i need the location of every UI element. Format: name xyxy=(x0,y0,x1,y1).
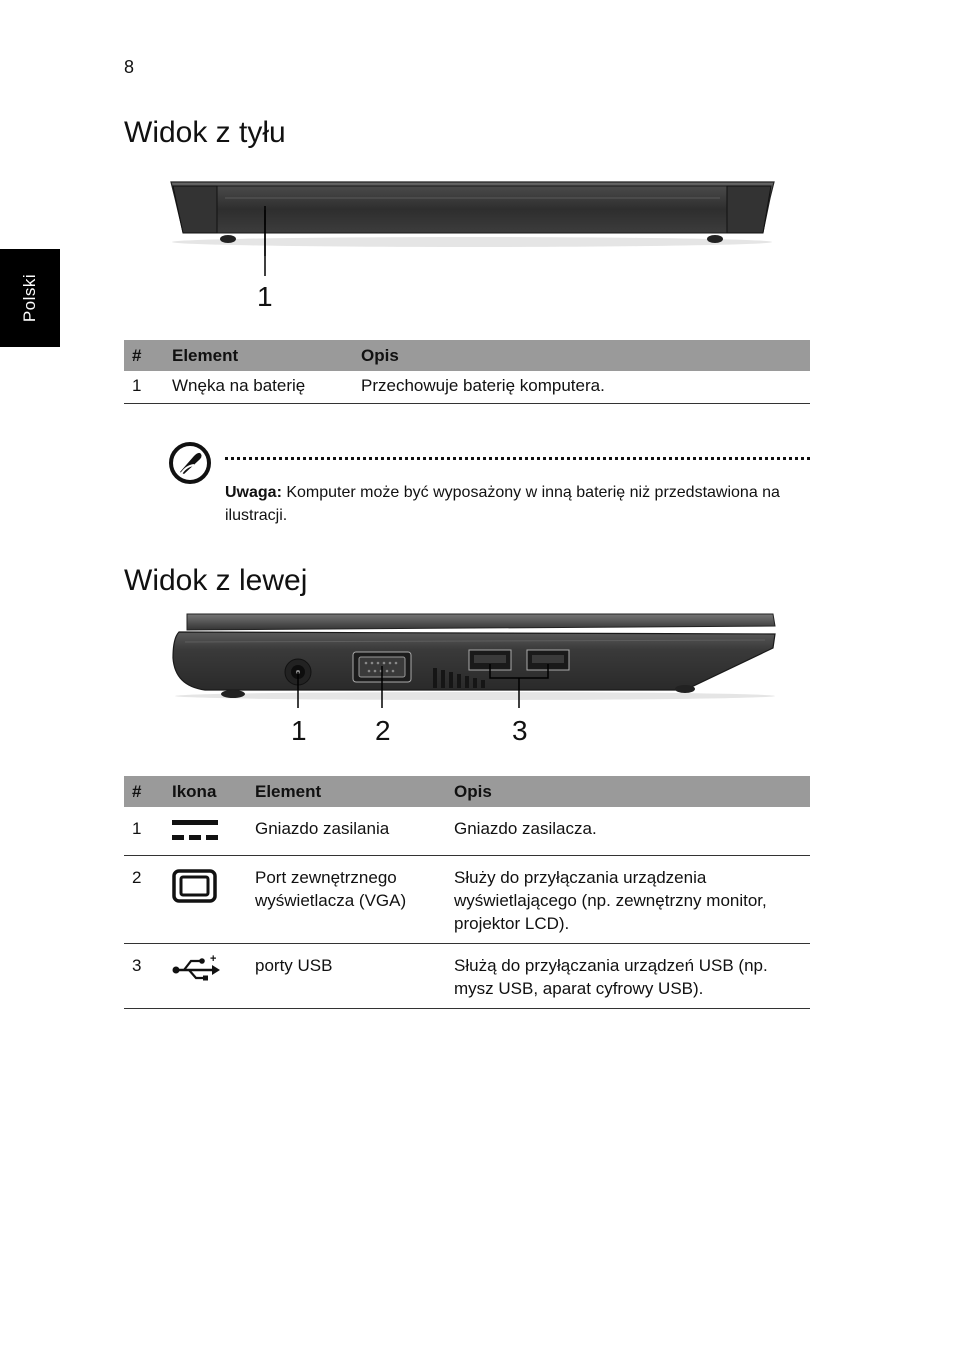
col-header-description: Opis xyxy=(446,776,810,807)
note-icon xyxy=(168,441,214,487)
row-number: 1 xyxy=(124,371,164,404)
table-row xyxy=(124,807,810,856)
row-element: Gniazdo zasilania xyxy=(247,807,446,856)
row-number: 3 xyxy=(124,944,164,1009)
language-tab-label: Polski xyxy=(19,273,39,323)
table-header-row xyxy=(124,340,810,371)
rear-callout-line xyxy=(264,210,266,276)
row-element: Port zewnętrznego wyświetlacza (VGA) xyxy=(247,856,446,944)
col-header-icon: Ikona xyxy=(164,776,247,807)
laptop-left-illustration xyxy=(165,608,785,708)
rear-callout-1: 1 xyxy=(257,281,273,312)
left-view-title: Widok z lewej xyxy=(124,564,308,597)
left-view-table xyxy=(124,776,810,1009)
row-description: Służą do przyłączania urządzeń USB (np. mysz USB, aparat cyfrowy USB). xyxy=(446,944,810,1009)
row-number: 2 xyxy=(124,856,164,944)
col-header-element: Element xyxy=(247,776,446,807)
table-row xyxy=(124,371,810,404)
row-element: porty USB xyxy=(247,944,446,1009)
row-element: Wnęka na baterię xyxy=(164,371,353,404)
laptop-rear-illustration xyxy=(165,176,780,256)
rear-view-title: Widok z tyłu xyxy=(124,116,286,149)
page-number: 8 xyxy=(124,57,135,77)
svg-text:+: + xyxy=(210,954,217,965)
row-description: Przechowuje baterię komputera. xyxy=(353,371,810,404)
row-icon xyxy=(164,856,247,944)
table-row xyxy=(124,944,810,1009)
col-header-number: # xyxy=(124,776,164,807)
left-callout-1: 1 xyxy=(291,715,307,746)
note-separator xyxy=(225,457,810,460)
vga-port-icon xyxy=(172,866,220,906)
rear-view-table xyxy=(124,340,810,404)
row-icon xyxy=(164,807,247,856)
note-label: Uwaga: xyxy=(225,484,282,501)
row-icon xyxy=(164,944,247,1009)
row-description: Służy do przyłączania urządzenia wyświetlającego (np. zewnętrzny monitor, projektor LCD). xyxy=(446,856,810,944)
row-description: Gniazdo zasilacza. xyxy=(446,807,810,856)
table-header-row xyxy=(124,776,810,807)
col-header-element: Element xyxy=(164,340,353,371)
usb-icon xyxy=(172,954,222,986)
note-body: Komputer może być wyposażony w inną baterię niż przedstawiona na ilustracji. xyxy=(225,484,780,524)
note-text xyxy=(225,481,785,527)
dc-power-icon xyxy=(172,817,220,847)
col-header-description: Opis xyxy=(353,340,810,371)
table-row xyxy=(124,856,810,944)
left-callout-2: 2 xyxy=(375,715,391,746)
col-header-number: # xyxy=(124,340,164,371)
row-number: 1 xyxy=(124,807,164,856)
left-callout-3: 3 xyxy=(512,715,528,746)
language-tab xyxy=(0,249,60,347)
